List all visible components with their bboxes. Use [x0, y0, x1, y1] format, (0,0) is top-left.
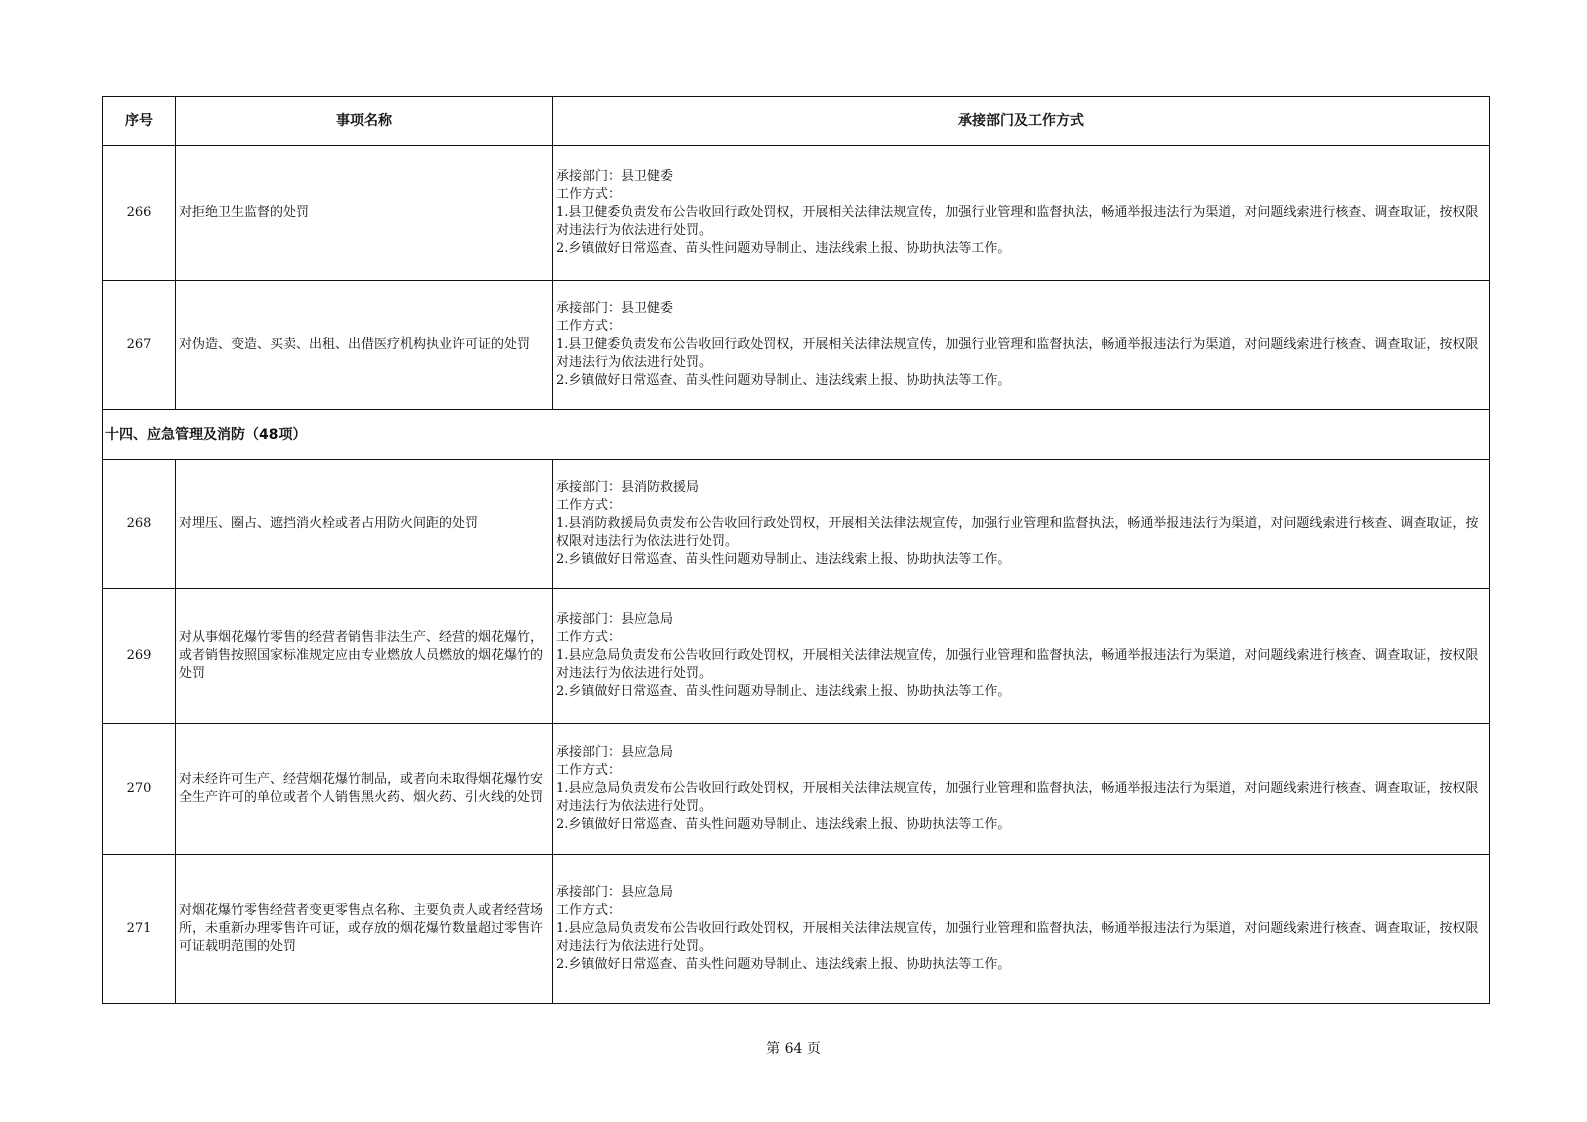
row-step-2: 2.乡镇做好日常巡查、苗头性问题劝导制止、违法线索上报、协助执法等工作。	[556, 241, 1011, 256]
items-table	[102, 96, 1490, 1004]
row-dept: 承接部门：县应急局	[556, 612, 674, 627]
row-dept: 承接部门：县卫健委	[556, 169, 674, 184]
row-step-2: 2.乡镇做好日常巡查、苗头性问题劝导制止、违法线索上报、协助执法等工作。	[556, 817, 1011, 832]
row-method-label: 工作方式：	[556, 630, 622, 645]
row-detail	[553, 460, 1490, 589]
row-step-1: 1.县卫健委负责发布公告收回行政处罚权，开展相关法律法规宣传，加强行业管理和监督执法，畅通举报违法行为渠道，对问题线索进行核查、调查取证，按权限对违法行为依法进行处罚。	[556, 337, 1479, 370]
row-dept: 承接部门：县应急局	[556, 745, 674, 760]
table-row	[103, 589, 1490, 724]
row-item-name: 对从事烟花爆竹零售的经营者销售非法生产、经营的烟花爆竹，或者销售按照国家标准规定应由专业燃放人员燃放的烟花爆竹的处罚	[176, 589, 553, 724]
row-step-2: 2.乡镇做好日常巡查、苗头性问题劝导制止、违法线索上报、协助执法等工作。	[556, 373, 1011, 388]
header-item-name: 事项名称	[176, 97, 553, 146]
row-step-1: 1.县应急局负责发布公告收回行政处罚权，开展相关法律法规宣传，加强行业管理和监督执法，畅通举报违法行为渠道，对问题线索进行核查、调查取证，按权限对违法行为依法进行处罚。	[556, 921, 1479, 954]
row-method-label: 工作方式：	[556, 319, 622, 334]
row-step-1: 1.县应急局负责发布公告收回行政处罚权，开展相关法律法规宣传，加强行业管理和监督执法，畅通举报违法行为渠道，对问题线索进行核查、调查取证，按权限对违法行为依法进行处罚。	[556, 648, 1479, 681]
row-item-name: 对伪造、变造、买卖、出租、出借医疗机构执业许可证的处罚	[176, 281, 553, 410]
row-method-label: 工作方式：	[556, 187, 622, 202]
section-title: 十四、应急管理及消防（48项）	[103, 410, 1490, 460]
row-step-1: 1.县消防救援局负责发布公告收回行政处罚权，开展相关法律法规宣传，加强行业管理和监督执法，畅通举报违法行为渠道，对问题线索进行核查、调查取证，按权限对违法行为依法进行处罚。	[556, 516, 1479, 549]
row-detail	[553, 146, 1490, 281]
row-method-label: 工作方式：	[556, 903, 622, 918]
row-detail	[553, 724, 1490, 855]
row-detail	[553, 855, 1490, 1004]
row-seq: 269	[103, 589, 176, 724]
row-seq: 270	[103, 724, 176, 855]
header-seq: 序号	[103, 97, 176, 146]
row-step-1: 1.县卫健委负责发布公告收回行政处罚权，开展相关法律法规宣传，加强行业管理和监督执法，畅通举报违法行为渠道，对问题线索进行核查、调查取证，按权限对违法行为依法进行处罚。	[556, 205, 1479, 238]
row-item-name: 对埋压、圈占、遮挡消火栓或者占用防火间距的处罚	[176, 460, 553, 589]
row-dept: 承接部门：县卫健委	[556, 301, 674, 316]
table-row	[103, 281, 1490, 410]
table-row	[103, 460, 1490, 589]
table-header-row	[103, 97, 1490, 146]
row-method-label: 工作方式：	[556, 763, 622, 778]
page-number: 第 64 页	[766, 1041, 821, 1057]
row-step-1: 1.县应急局负责发布公告收回行政处罚权，开展相关法律法规宣传，加强行业管理和监督执法，畅通举报违法行为渠道，对问题线索进行核查、调查取证，按权限对违法行为依法进行处罚。	[556, 781, 1479, 814]
row-step-2: 2.乡镇做好日常巡查、苗头性问题劝导制止、违法线索上报、协助执法等工作。	[556, 684, 1011, 699]
table-row	[103, 146, 1490, 281]
row-seq: 271	[103, 855, 176, 1004]
row-detail	[553, 281, 1490, 410]
row-item-name: 对未经许可生产、经营烟花爆竹制品，或者向未取得烟花爆竹安全生产许可的单位或者个人销售黑火药、烟火药、引火线的处罚	[176, 724, 553, 855]
row-seq: 268	[103, 460, 176, 589]
table-row	[103, 855, 1490, 1004]
row-method-label: 工作方式：	[556, 498, 622, 513]
table-row	[103, 724, 1490, 855]
row-item-name: 对拒绝卫生监督的处罚	[176, 146, 553, 281]
row-dept: 承接部门：县应急局	[556, 885, 674, 900]
row-seq: 267	[103, 281, 176, 410]
row-step-2: 2.乡镇做好日常巡查、苗头性问题劝导制止、违法线索上报、协助执法等工作。	[556, 957, 1011, 972]
row-seq: 266	[103, 146, 176, 281]
row-detail	[553, 589, 1490, 724]
section-row	[103, 410, 1490, 460]
row-dept: 承接部门：县消防救援局	[556, 480, 700, 495]
header-dept-method: 承接部门及工作方式	[553, 97, 1490, 146]
row-item-name: 对烟花爆竹零售经营者变更零售点名称、主要负责人或者经营场所，未重新办理零售许可证，或存放的烟花爆竹数量超过零售许可证载明范围的处罚	[176, 855, 553, 1004]
row-step-2: 2.乡镇做好日常巡查、苗头性问题劝导制止、违法线索上报、协助执法等工作。	[556, 552, 1011, 567]
